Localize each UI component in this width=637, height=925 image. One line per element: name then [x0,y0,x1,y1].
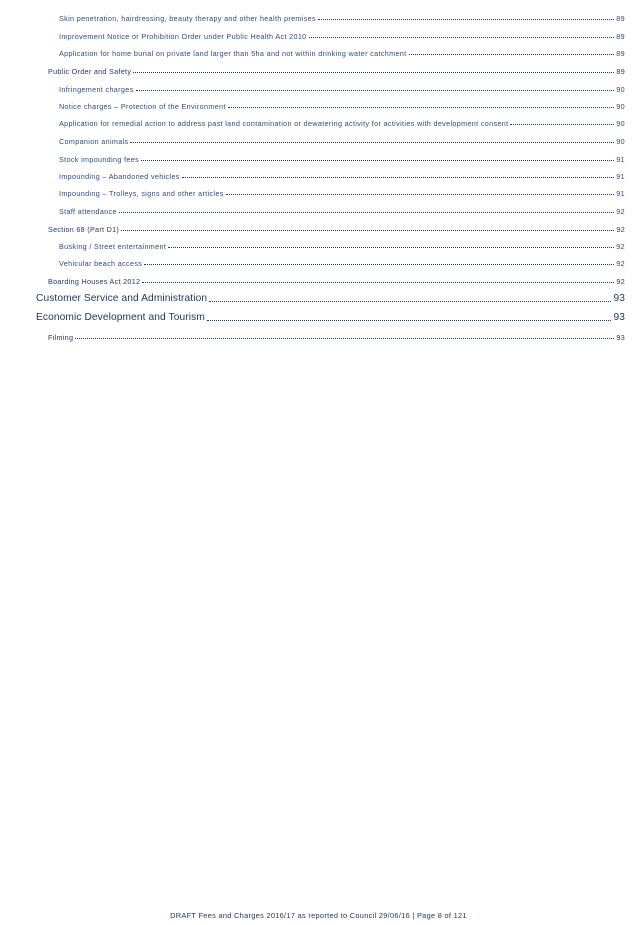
toc-entry-page-number: 92 [616,207,625,216]
toc-subsection-entry[interactable] [59,155,625,164]
toc-entry-page-number: 92 [616,277,625,286]
toc-entry-page-number: 92 [616,225,625,234]
toc-subsection-entry[interactable] [59,137,625,146]
toc-entry-title: Skin penetration, hairdressing, beauty therapy and other health premises [59,14,316,23]
toc-entry-page-number: 91 [616,155,625,164]
toc-subsection-entry[interactable] [59,102,625,111]
toc-subsection-entry[interactable] [59,189,625,198]
toc-entry-page-number: 93 [616,333,625,342]
toc-subsection-entry[interactable] [59,207,625,216]
toc-entry-page-number: 89 [616,14,625,23]
toc-subsection-entry[interactable] [59,259,625,268]
toc-dot-leader [226,194,615,195]
toc-heading-entry[interactable] [36,293,625,304]
toc-entry-page-number: 89 [616,67,625,76]
toc-entry-page-number: 90 [616,85,625,94]
toc-dot-leader [133,72,614,73]
toc-entry-title: Customer Service and Administration [36,293,208,304]
toc-entry-title: Public Order and Safety [48,67,132,76]
toc-entry-title: Filming [48,333,74,342]
toc-entry-page-number: 91 [616,189,625,198]
toc-section-entry[interactable] [48,67,625,76]
toc-entry-title: Vehicular beach access [59,259,143,268]
toc-entry-page-number: 91 [616,172,625,181]
toc-dot-leader [228,107,615,108]
toc-dot-leader [121,230,614,231]
toc-entry-page-number: 90 [616,102,625,111]
toc-entry-page-number: 90 [616,137,625,146]
toc-entry-page-number: 90 [616,119,625,128]
toc-entry-page-number: 93 [613,293,625,304]
toc-dot-leader [182,177,615,178]
toc-entry-title: Application for home burial on private land larger than 5ha and not within drinking water catchment [59,49,407,58]
toc-dot-leader [207,320,612,321]
toc-entry-title: Staff attendance [59,207,117,216]
toc-dot-leader [144,264,614,265]
toc-entry-page-number: 89 [616,32,625,41]
toc-entry-title: Economic Development and Tourism [36,312,205,323]
toc-dot-leader [75,338,614,339]
toc-dot-leader [510,124,614,125]
toc-entry-title: Infringement charges [59,85,134,94]
toc-entry-page-number: 92 [616,242,625,251]
toc-dot-leader [209,301,611,302]
toc-subsection-entry[interactable] [59,172,625,181]
toc-section-entry[interactable] [48,225,625,234]
toc-section-entry[interactable] [48,277,625,286]
toc-entry-title: Busking / Street entertainment [59,242,167,251]
toc-dot-leader [318,19,614,20]
toc-subsection-entry[interactable] [59,14,625,23]
toc-subsection-entry[interactable] [59,32,625,41]
toc-dot-leader [409,54,615,55]
toc-entry-title: Improvement Notice or Prohibition Order under Public Health Act 2010 [59,32,307,41]
toc-dot-leader [309,37,615,38]
toc-section-entry[interactable] [48,333,625,342]
toc-entry-page-number: 92 [616,259,625,268]
toc-entry-title: Impounding – Abandoned vehicles [59,172,180,181]
toc-entry-title: Stock impounding fees [59,155,140,164]
toc-heading-entry[interactable] [36,312,625,323]
toc-dot-leader [141,160,614,161]
toc-entry-title: Section 68 (Part D1) [48,225,120,234]
toc-subsection-entry[interactable] [59,242,625,251]
toc-entry-page-number: 89 [616,49,625,58]
toc-dot-leader [136,90,615,91]
page-footer: DRAFT Fees and Charges 2016/17 as reported to Council 29/06/16 | Page 8 of 121 [170,911,467,920]
toc-entry-page-number: 93 [613,312,625,323]
toc-dot-leader [119,212,614,213]
toc-dot-leader [168,247,614,248]
toc-subsection-entry[interactable] [59,49,625,58]
toc-dot-leader [142,282,614,283]
toc-subsection-entry[interactable] [59,119,625,128]
toc-entry-title: Companion animals [59,137,129,146]
toc-entry-title: Application for remedial action to address past land contamination or dewatering activity for activities with development consent [59,119,509,128]
toc-entry-title: Impounding – Trolleys, signs and other articles [59,189,224,198]
toc-dot-leader [130,142,614,143]
toc-entry-title: Notice charges – Protection of the Environment [59,102,226,111]
toc-subsection-entry[interactable] [59,85,625,94]
toc-entry-title: Boarding Houses Act 2012 [48,277,141,286]
